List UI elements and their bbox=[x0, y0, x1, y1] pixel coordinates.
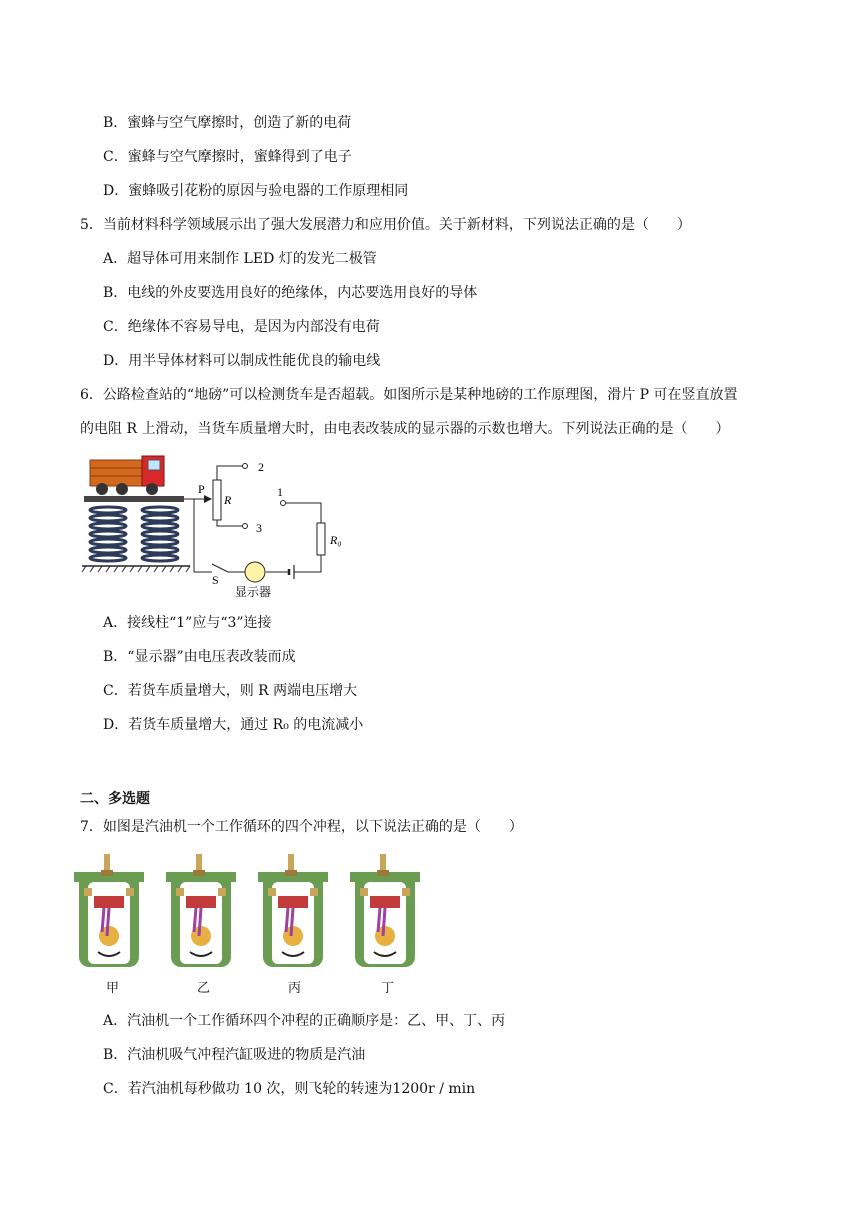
terminal-1 bbox=[281, 501, 286, 506]
q4-option-c: C．蜜蜂与空气摩擦时，蜜蜂得到了电子 bbox=[103, 149, 352, 165]
label-1: 1 bbox=[277, 485, 283, 499]
resistor-r bbox=[213, 480, 221, 520]
spring-right bbox=[142, 507, 178, 561]
truck-icon bbox=[90, 456, 164, 495]
q5-stem: 5．当前材料科学领域展示出了强大发展潜力和应用价值。关于新材料，下列说法正确的是（ ） bbox=[80, 217, 691, 233]
weighbridge-circuit-figure bbox=[80, 448, 370, 603]
engine-label-bing: 丙 bbox=[288, 981, 302, 996]
q6-option-d: D．若货车质量增大，通过 R₀ 的电流减小 bbox=[103, 717, 364, 733]
label-2: 2 bbox=[258, 460, 264, 474]
q7-stem: 7．如图是汽油机一个工作循环的四个冲程，以下说法正确的是（ ） bbox=[80, 819, 523, 835]
engine-yi-icon bbox=[166, 854, 236, 967]
section-heading: 二、多选题 bbox=[80, 791, 150, 807]
q5-option-d: D．用半导体材料可以制成性能优良的输电线 bbox=[103, 353, 381, 369]
q4-option-d: D．蜜蜂吸引花粉的原因与验电器的工作原理相同 bbox=[103, 183, 409, 199]
q6-option-b: B．“显示器”由电压表改装而成 bbox=[103, 649, 296, 665]
terminal-2 bbox=[243, 464, 248, 469]
display-meter bbox=[245, 562, 265, 582]
label-s: S bbox=[212, 573, 219, 587]
q5-option-a: A．超导体可用来制作 LED 灯的发光二极管 bbox=[103, 251, 377, 267]
label-p: P bbox=[198, 482, 205, 496]
label-3: 3 bbox=[256, 521, 262, 535]
label-r0: R₀ bbox=[330, 533, 342, 547]
q7-option-a: A．汽油机一个工作循环四个冲程的正确顺序是：乙、甲、丁、丙 bbox=[103, 1013, 506, 1029]
q6-option-a: A．接线柱“1”应与“3”连接 bbox=[103, 615, 272, 631]
q6-option-c: C．若货车质量增大，则 R 两端电压增大 bbox=[103, 683, 358, 699]
q4-option-b: B．蜜蜂与空气摩擦时，创造了新的电荷 bbox=[103, 115, 352, 131]
resistor-r0 bbox=[317, 523, 325, 555]
engine-label-yi: 乙 bbox=[197, 981, 211, 996]
q5-option-c: C．绝缘体不容易导电，是因为内部没有电荷 bbox=[103, 319, 380, 335]
switch-s bbox=[212, 564, 228, 572]
q7-option-b: B．汽油机吸气冲程汽缸吸进的物质是汽油 bbox=[103, 1047, 366, 1063]
spring-left bbox=[90, 507, 126, 561]
engine-label-jia: 甲 bbox=[106, 981, 120, 996]
q6-stem-line1: 6．公路检查站的“地磅”可以检测货车是否超载。如图所示是某种地磅的工作原理图，滑片 P 可在竖直放置 bbox=[80, 387, 738, 403]
engine-jia-icon bbox=[74, 854, 144, 967]
engine-ding-icon bbox=[350, 854, 420, 967]
label-r: R bbox=[224, 493, 232, 507]
label-display: 显示器 bbox=[235, 585, 272, 599]
engine-bing-icon bbox=[258, 854, 328, 967]
q6-stem-line2: 的电阻 R 上滑动，当货车质量增大时，由电表改装成的显示器的示数也增大。下列说法正确的是（ ） bbox=[80, 421, 730, 437]
q7-option-c: C．若汽油机每秒做功 10 次，则飞轮的转速为1200r / min bbox=[103, 1081, 476, 1097]
engine-strokes-figure bbox=[74, 852, 434, 972]
terminal-3 bbox=[243, 524, 248, 529]
platform bbox=[84, 496, 184, 502]
engine-label-ding: 丁 bbox=[381, 981, 395, 996]
q5-option-b: B．电线的外皮要选用良好的绝缘体，内芯要选用良好的导体 bbox=[103, 285, 478, 301]
